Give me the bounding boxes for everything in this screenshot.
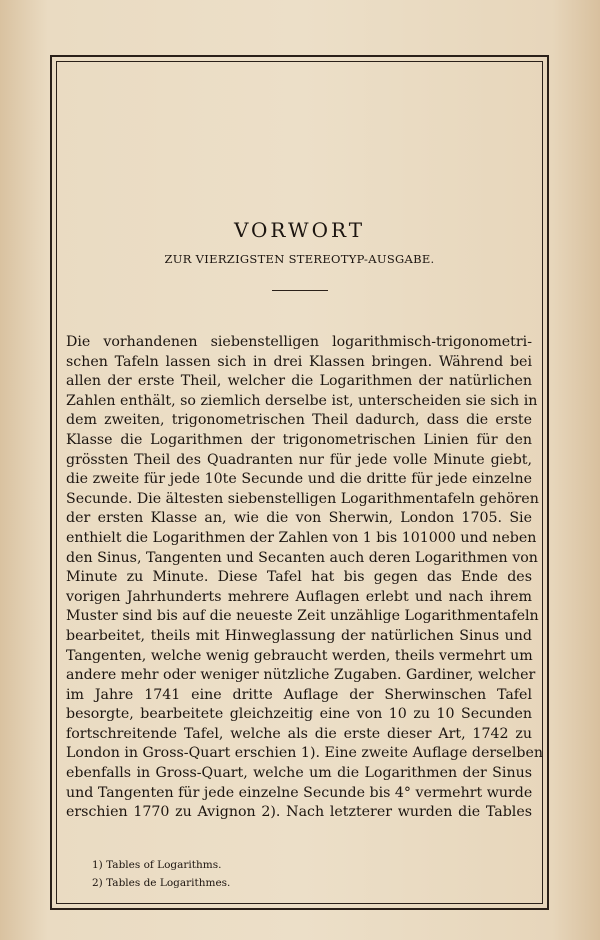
footnote-1: 1) Tables of Logarithms. (92, 859, 222, 871)
text-line: Zahlen enthält, so ziemlich derselbe ist, unterscheiden sie sich in (66, 392, 538, 409)
text-line: schen Tafeln lassen sich in drei Klassen bringen. Während bei (66, 353, 532, 370)
text-line: die zweite für jede 10te Secunde und die dritte für jede einzelne (66, 471, 532, 488)
text-line: allen der erste Theil, welcher die Logarithmen der natürlichen (66, 373, 532, 390)
text-line: bearbeitet, theils mit Hinweglassung der natürlichen Sinus und (66, 627, 532, 644)
text-line: enthielt die Logarithmen der Zahlen von 1 bis 101000 und neben (66, 529, 537, 546)
text-line: fortschreitende Tafel, welche als die erste dieser Art, 1742 zu (66, 725, 532, 742)
body-paragraph (66, 333, 543, 823)
text-line: den Sinus, Tangenten und Secanten auch deren Logarithmen von (66, 549, 538, 566)
text-line: Minute zu Minute. Diese Tafel hat bis gegen das Ende des (66, 569, 532, 586)
footnote-2: 2) Tables de Logarithmes. (92, 877, 231, 889)
text-line: andere mehr oder weniger nützliche Zugaben. Gardiner, welcher (66, 667, 536, 684)
text-line: Secunde. Die ältesten siebenstelligen Logarithmentafeln gehören (66, 490, 539, 507)
title-divider (272, 290, 328, 291)
text-line: im Jahre 1741 eine dritte Auflage der Sherwinschen Tafel (66, 686, 532, 703)
text-line: vorigen Jahrhunderts mehrere Auflagen erlebt und nach ihrem (66, 588, 532, 605)
text-line: London in Gross-Quart erschien 1). Eine zweite Auflage derselben (66, 745, 543, 762)
text-line: Klasse die Logarithmen der trigonometrischen Linien für den (66, 431, 532, 448)
page-subtitle: ZUR VIERZIGSTEN STEREOTYP-AUSGABE. (164, 252, 435, 266)
text-line: und Tangenten für jede einzelne Secunde bis 4° vermehrt wurde (66, 784, 533, 801)
page-title: VORWORT (233, 218, 366, 242)
text-line: Tangenten, welche wenig gebraucht werden, theils vermehrt um (66, 647, 533, 664)
text-line: grössten Theil des Quadranten nur für jede volle Minute giebt, (66, 451, 532, 468)
text-line: dem zweiten, trigonometrischen Theil dadurch, dass die erste (66, 412, 532, 429)
footnotes (92, 856, 230, 892)
text-line: ebenfalls in Gross-Quart, welche um die Logarithmen der Sinus (66, 765, 532, 782)
text-line: Muster sind bis auf die neueste Zeit unzählige Logarithmentafeln (66, 608, 539, 625)
text-line: Die vorhandenen siebenstelligen logarithmisch-trigonometri- (66, 334, 532, 350)
text-line: besorgte, bearbeitete gleichzeitig eine von 10 zu 10 Secunden (66, 706, 532, 723)
text-line: der ersten Klasse an, wie die von Sherwin, London 1705. Sie (66, 510, 532, 527)
text-line: erschien 1770 zu Avignon 2). Nach letzterer wurden die Tables (66, 804, 532, 821)
